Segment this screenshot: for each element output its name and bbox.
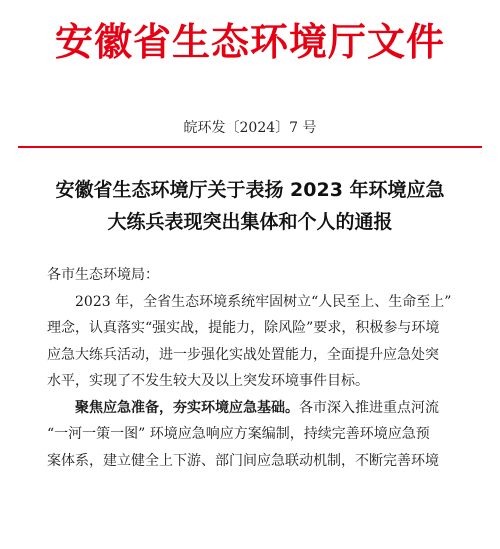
paragraph-2-line-2: “一河一策一图” 环境应急响应方案编制，持续完善环境应急预 xyxy=(47,426,430,442)
document-title xyxy=(20,174,480,238)
title-line-1: 安徽省生态环境厅关于表扬 2023 年环境应急 xyxy=(55,179,445,201)
paragraph-2-line-3: 案体系，建立健全上下游、部门间应急联动机制，不断完善环境 xyxy=(47,452,439,469)
paragraph-2-line-1-rest: 各市深入推进重点河流 xyxy=(299,399,439,416)
paragraph-1-line-4: 水平，实现了不发生较大及以上突发环境事件目标。 xyxy=(47,373,369,389)
paragraph-2-line-1 xyxy=(47,395,479,422)
paragraph-1 xyxy=(47,289,479,395)
document-masthead: 安徽省生态环境厅文件 xyxy=(54,20,445,64)
paragraph-2-lead: 聚焦应急准备，夯实环境应急基础。 xyxy=(75,399,299,416)
paragraph-1-line-3: 应急大练兵活动，进一步强化实战处置能力，全面提升应急处突 xyxy=(47,346,439,363)
salutation: 各市生态环境局： xyxy=(47,267,159,283)
red-divider-line xyxy=(18,146,482,148)
document-body xyxy=(47,262,479,474)
paragraph-1-line-1: 2023 年，全省生态环境系统牢固树立“人民至上、生命至上” xyxy=(75,293,452,310)
paragraph-1-line-2: 理念，认真落实“强实战，提能力，除风险”要求，积极参与环境 xyxy=(47,320,440,336)
paragraph-2 xyxy=(47,395,479,475)
document-number: 皖环发〔2024〕7 号 xyxy=(183,120,317,136)
title-line-2: 大练兵表现突出集体和个人的通报 xyxy=(107,211,393,233)
